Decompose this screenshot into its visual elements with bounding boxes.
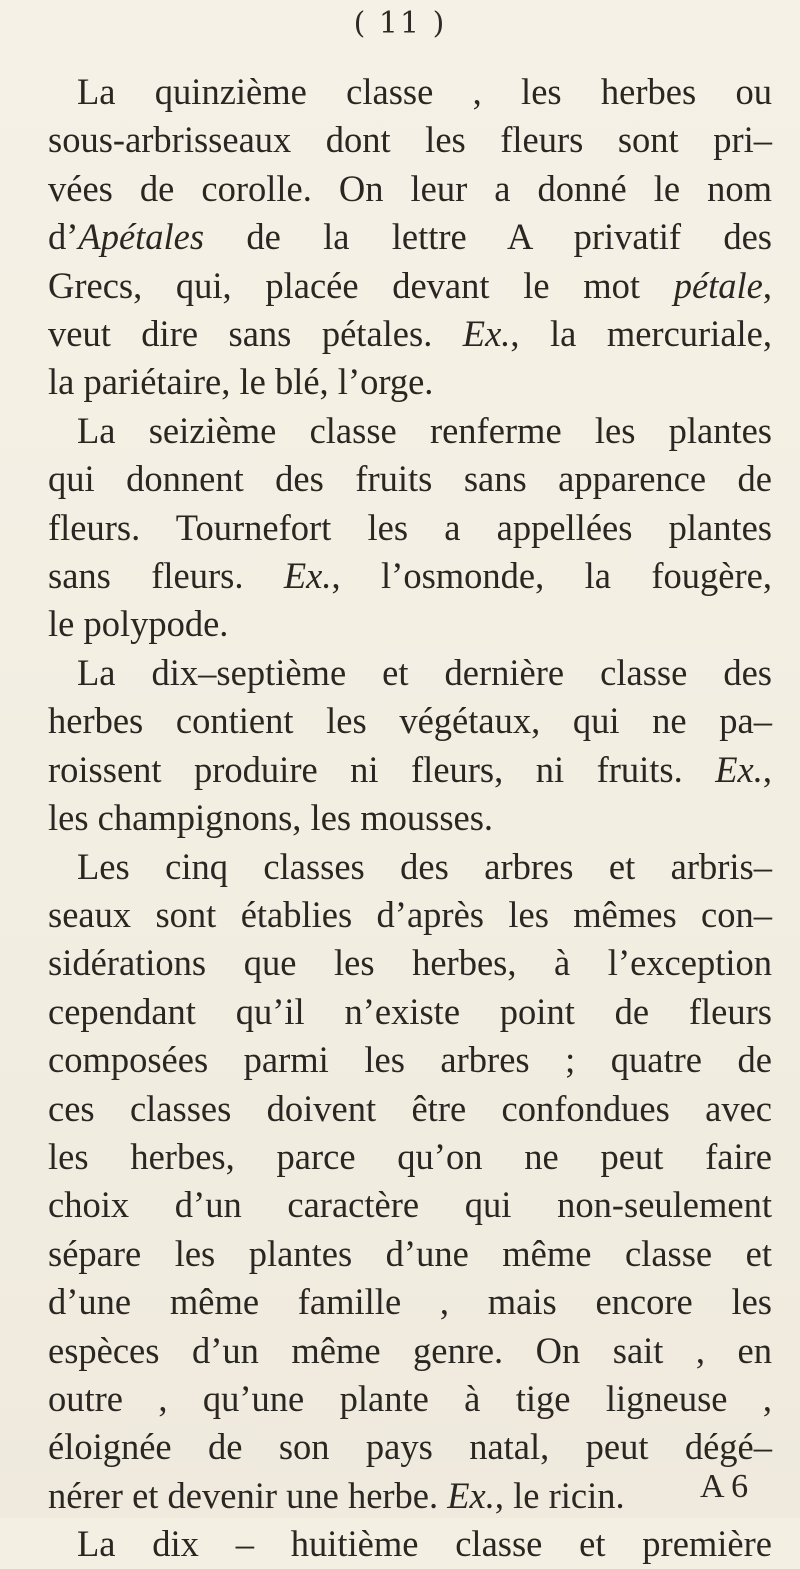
italic-term: Ex. bbox=[283, 555, 332, 597]
italic-term: Ex. bbox=[715, 748, 763, 790]
text-line bbox=[48, 68, 772, 116]
text-line bbox=[48, 746, 772, 794]
text-segment: outre , qu’une plante à tige ligneuse , bbox=[48, 1377, 772, 1419]
text-line bbox=[48, 165, 772, 213]
text-segment: ces classes doivent être confondues avec bbox=[48, 1087, 772, 1129]
text-line bbox=[48, 1181, 772, 1229]
text-line bbox=[48, 358, 772, 406]
text-line bbox=[48, 600, 772, 648]
text-segment: sépare les plantes d’une même classe et bbox=[48, 1232, 772, 1274]
text-segment: le polypode. bbox=[48, 603, 229, 645]
text-line bbox=[48, 213, 772, 261]
text-line bbox=[48, 988, 772, 1036]
text-line bbox=[48, 1375, 772, 1423]
text-line bbox=[48, 939, 772, 987]
text-segment: composées parmi les arbres ; quatre de bbox=[48, 1039, 772, 1081]
text-segment: veut dire sans pétales. bbox=[48, 313, 463, 355]
text-segment: la pariétaire, le blé, l’orge. bbox=[48, 361, 434, 403]
text-line bbox=[48, 310, 772, 358]
text-segment: qui donnent des fruits sans apparence de bbox=[48, 458, 772, 500]
text-segment: les champignons, les mousses. bbox=[48, 797, 494, 839]
text-segment: sous-arbrisseaux dont les fleurs sont pri– bbox=[48, 119, 772, 161]
text-line bbox=[48, 1085, 772, 1133]
text-segment: , bbox=[762, 748, 772, 790]
text-segment: espèces d’un même genre. On sait , en bbox=[48, 1329, 772, 1371]
text-segment: , la mercuriale, bbox=[510, 313, 772, 355]
text-segment: La dix – huitième classe et première bbox=[77, 1523, 772, 1565]
text-segment: Grecs, qui, placée devant le mot bbox=[48, 264, 674, 306]
text-line bbox=[48, 1036, 772, 1084]
text-segment: d’une même famille , mais encore les bbox=[48, 1281, 772, 1323]
text-line bbox=[48, 1278, 772, 1326]
text-segment: La dix–septième et dernière classe des bbox=[77, 651, 772, 693]
text-line bbox=[48, 891, 772, 939]
text-line bbox=[48, 794, 772, 842]
text-segment: seaux sont établies d’après les mêmes con– bbox=[48, 893, 772, 935]
text-segment: Les cinq classes des arbres et arbris– bbox=[77, 845, 772, 887]
text-segment: La quinzième classe , les herbes ou bbox=[77, 71, 772, 112]
text-line bbox=[48, 843, 772, 891]
text-segment: d’ bbox=[48, 216, 79, 258]
page-number: ( 11 ) bbox=[353, 6, 447, 41]
text-segment: , l’osmonde, la fougère, bbox=[331, 555, 772, 597]
italic-term: pétale bbox=[673, 264, 763, 306]
text-segment: sans fleurs. bbox=[48, 555, 284, 597]
text-segment: vées de corolle. On leur a donné le nom bbox=[48, 167, 772, 209]
text-line bbox=[48, 1520, 772, 1568]
text-segment: , le ricin. bbox=[494, 1474, 625, 1516]
text-segment: éloignée de son pays natal, peut dégé– bbox=[48, 1426, 772, 1468]
text-line bbox=[48, 1230, 772, 1278]
text-segment: les herbes, parce qu’on ne peut faire bbox=[48, 1135, 772, 1177]
text-line bbox=[48, 1472, 772, 1520]
text-segment: , bbox=[762, 264, 772, 306]
text-segment: choix d’un caractère qui non-seulement bbox=[48, 1184, 772, 1226]
text-line bbox=[48, 455, 772, 503]
text-line bbox=[48, 262, 772, 310]
text-segment: cependant qu’il n’existe point de fleurs bbox=[48, 990, 772, 1032]
signature-mark: A 6 bbox=[700, 1468, 749, 1505]
text-segment: fleurs. Tournefort les a appellées plantes bbox=[48, 506, 772, 548]
text-segment: La seizième classe renferme les plantes bbox=[77, 409, 772, 451]
text-line bbox=[48, 649, 772, 697]
italic-term: Ex. bbox=[447, 1474, 495, 1516]
text-line bbox=[48, 1133, 772, 1181]
text-line bbox=[48, 697, 772, 745]
text-segment: de la lettre A privatif des bbox=[204, 216, 772, 258]
text-segment: nérer et devenir une herbe. bbox=[48, 1474, 448, 1516]
text-segment: sidérations que les herbes, à l’exception bbox=[48, 942, 772, 984]
text-segment: herbes contient les végétaux, qui ne pa– bbox=[48, 700, 772, 742]
text-line bbox=[48, 116, 772, 164]
text-line bbox=[48, 1423, 772, 1471]
text-line bbox=[48, 1327, 772, 1375]
text-segment: roissent produire ni fleurs, ni fruits. bbox=[48, 748, 716, 790]
italic-term: Apétales bbox=[78, 216, 205, 258]
italic-term: Ex. bbox=[462, 313, 511, 355]
text-line bbox=[48, 407, 772, 455]
text-line bbox=[48, 504, 772, 552]
body-text bbox=[48, 68, 772, 1569]
text-line bbox=[48, 552, 772, 600]
